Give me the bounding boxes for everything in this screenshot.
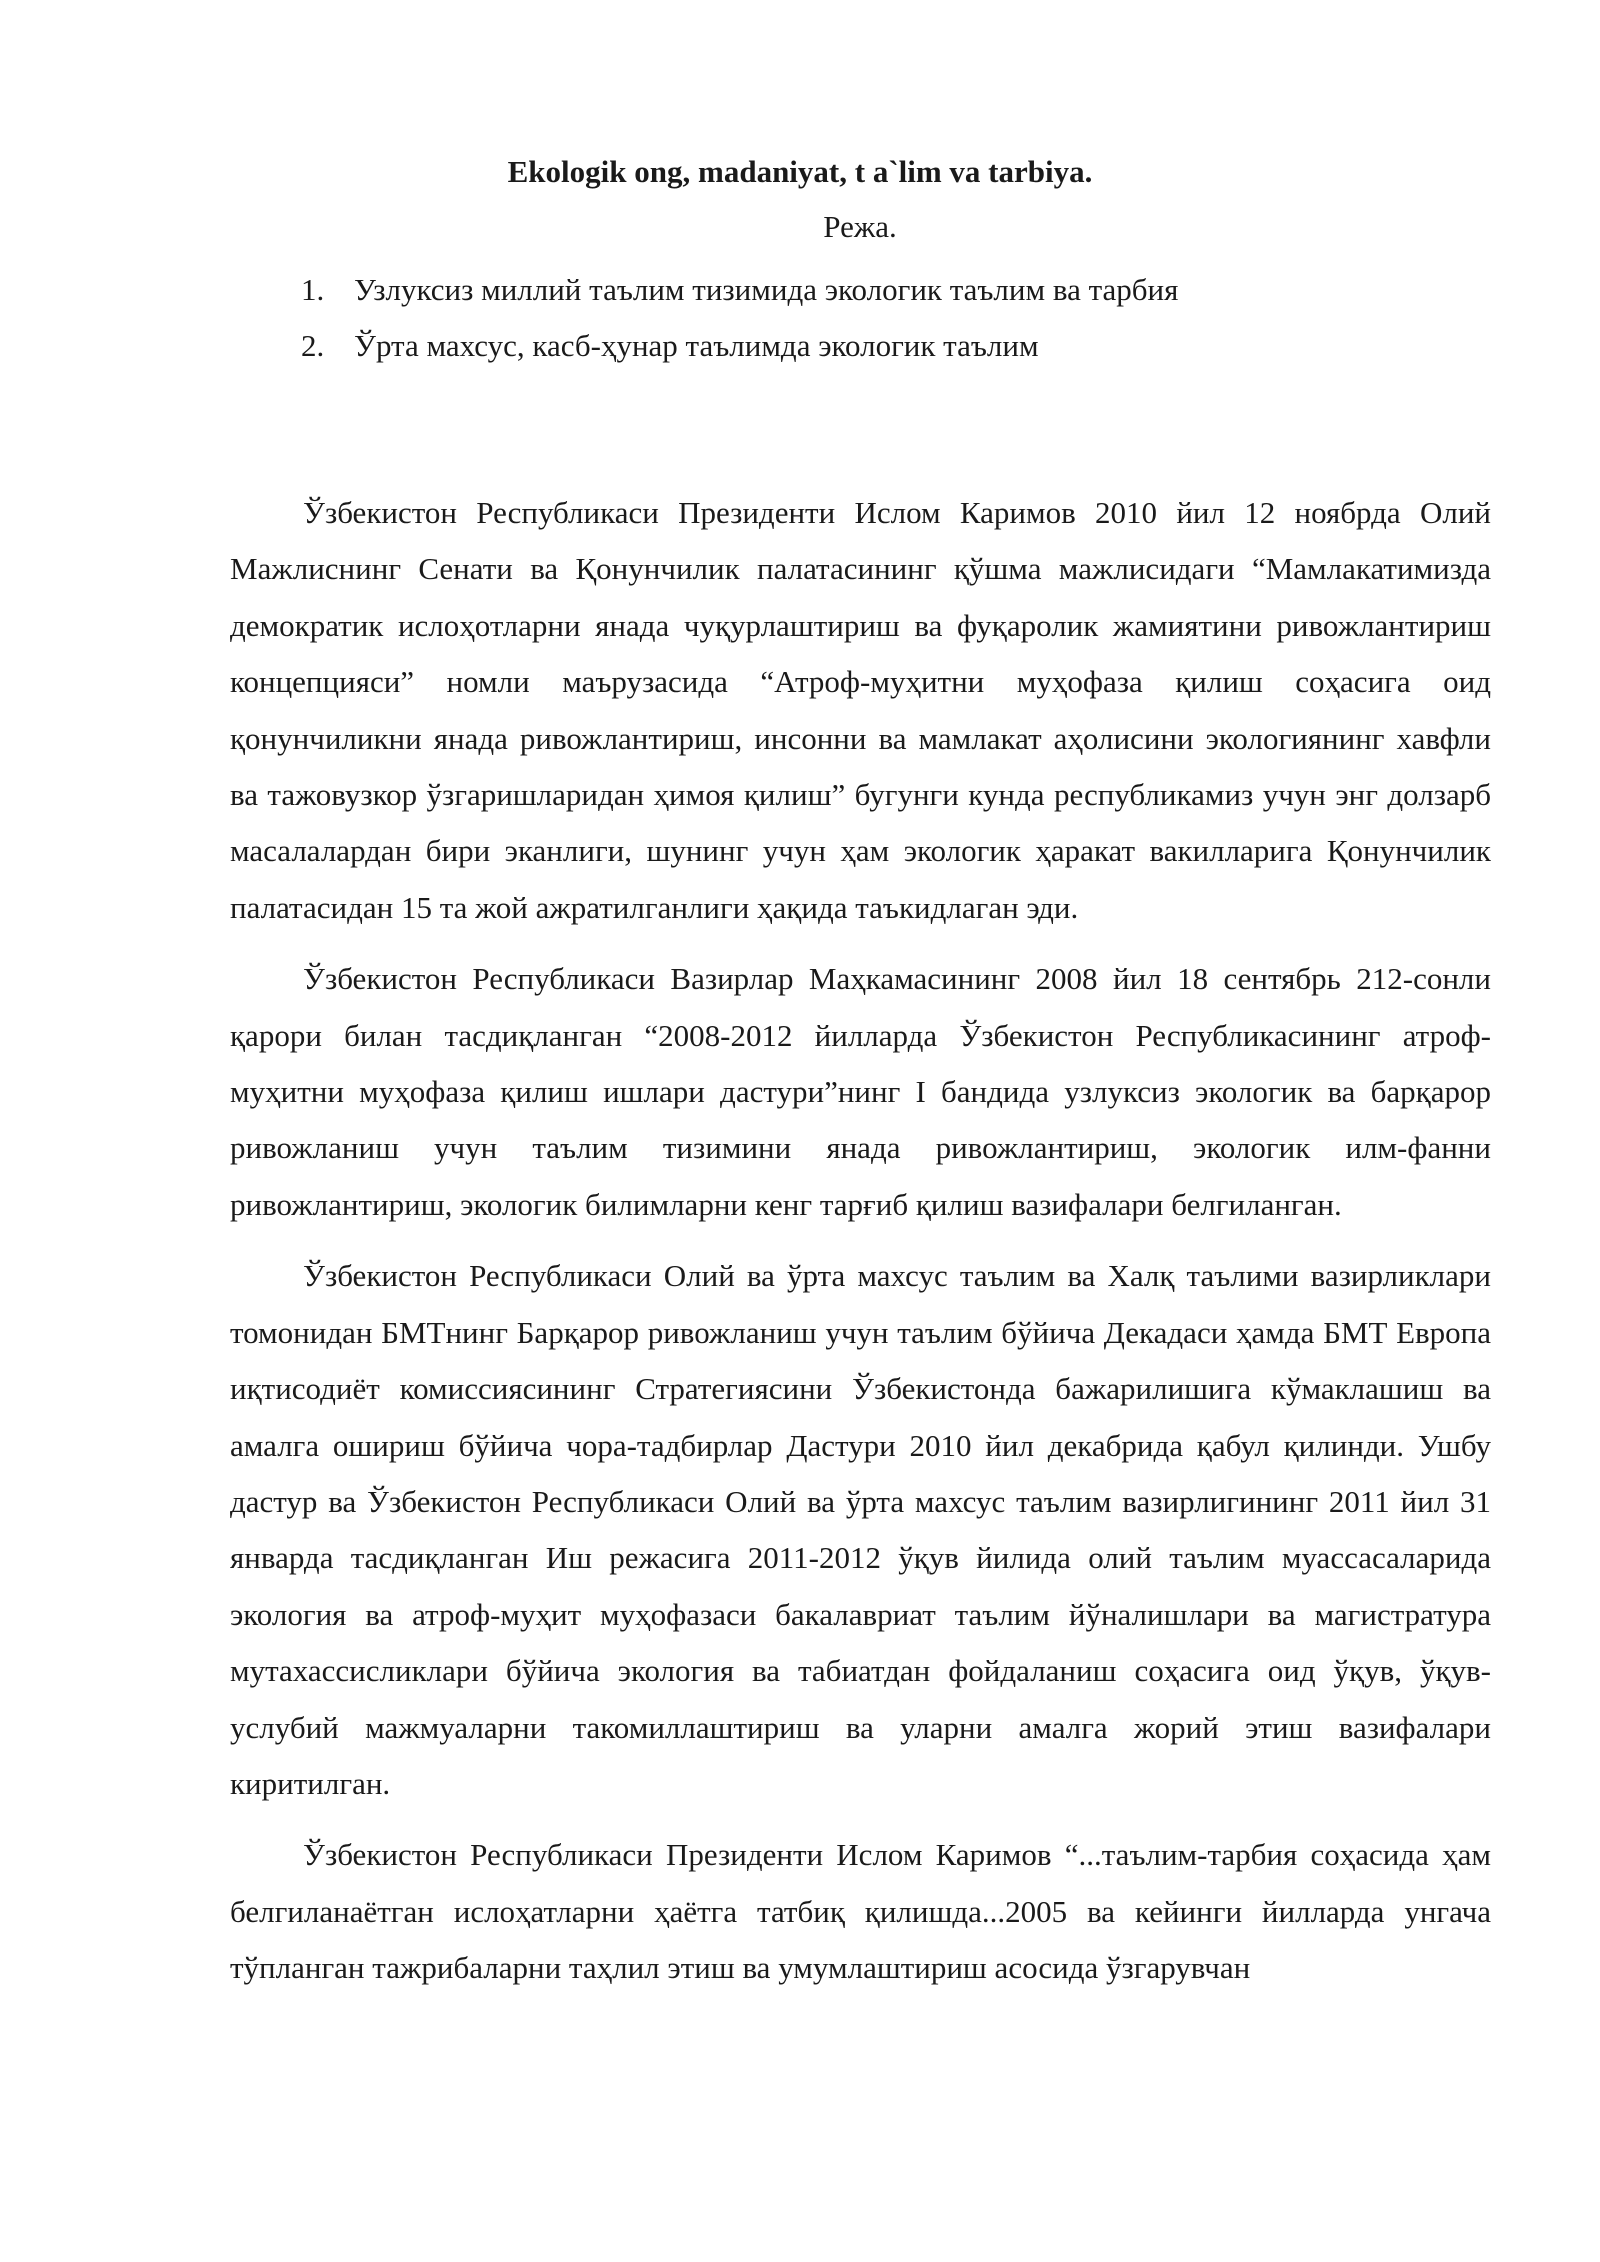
plan-item-number: 2. <box>301 328 325 363</box>
plan-item <box>301 318 1178 374</box>
paragraph: Ўзбекистон Республикаси Олий ва ўрта махсус таълим ва Халқ таълими вазирликлари томонидан БМТнинг Барқарор ривожланиш учун таълим бўйича Декадаси ҳамда БМТ Европа иқтисодиёт комиссиясининг Стратегиясини Ўзбекистонда бажарилишига кўмаклашиш ва амалга ошириш бўйича чора-тадбирлар Дастури 2010 йил декабрида қабул қилинди. Ушбу дастур ва Ўзбекистон Республикаси Олий ва ўрта махсус таълим вазирлигининг 2011 йил 31 январда тасдиқланган Иш режасига 2011-2012 ўқув йилида олий таълим муассасаларида экология ва атроф-муҳит муҳофазаси бакалавриат таълим йўналишлари ва магистратура мутахассисликлари бўйича экология ва табиатдан фойдаланиш соҳасига оид ўқув, ўқув-услубий мажмуаларни такомиллаштириш ва уларни амалга жорий этиш вазифалари киритилган. <box>230 1258 1491 1801</box>
body-text <box>230 485 1491 2012</box>
plan-item-text: Ўрта махсус, касб-ҳунар таълимда экологик таълим <box>354 328 1039 363</box>
plan-item-number: 1. <box>301 272 325 307</box>
paragraph: Ўзбекистон Республикаси Президенти Ислом Каримов 2010 йил 12 ноябрда Олий Мажлиснинг Сенати ва Қонунчилик палатасининг қўшма мажлисидаги “Мамлакатимизда демократик ислоҳотларни янада чуқурлаштириш ва фуқаролик жамиятини ривожлантириш концепцияси” номли маърузасида “Атроф-муҳитни муҳофаза қилиш соҳасига оид қонунчиликни янада ривожлантириш, инсонни ва мамлакат аҳолисини экологиянинг хавфли ва тажовузкор ўзгаришларидан ҳимоя қилиш” бугунги кунда республикамиз учун энг долзарб масалалардан бири эканлиги, шунинг учун ҳам экологик ҳаракат вакилларига Қонунчилик палатасидан 15 та жой ажратилганлиги ҳақида таъкидлаган эди. <box>230 495 1491 925</box>
plan-heading: Режа. <box>823 209 897 244</box>
plan-item-text: Узлуксиз миллий таълим тизимида экологик таълим ва тарбия <box>354 272 1179 307</box>
plan-list <box>301 262 1178 374</box>
paragraph: Ўзбекистон Республикаси Вазирлар Маҳкамасининг 2008 йил 18 сентябрь 212-сонли қарори билан тасдиқланган “2008-2012 йилларда Ўзбекистон Республикасининг атроф-муҳитни муҳофаза қилиш ишлари дастури”нинг I бандида узлуксиз экологик ва барқарор ривожланиш учун таълим тизимини янада ривожлантириш, экологик илм-фанни ривожлантириш, экологик билимларни кенг тарғиб қилиш вазифалари белгиланган. <box>230 961 1491 1222</box>
document-title: Ekologik ong, madaniyat, t a`lim va tarbiya. <box>507 154 1093 189</box>
paragraph: Ўзбекистон Республикаси Президенти Ислом Каримов “...таълим-тарбия соҳасида ҳам белгиланаётган ислоҳатларни ҳаётга татбиқ қилишда...2005 ва кейинги йилларда унгача тўпланган тажрибаларни таҳлил этиш ва умумлаштириш асосида ўзгарувчан <box>230 1837 1491 1986</box>
plan-item <box>301 262 1178 318</box>
